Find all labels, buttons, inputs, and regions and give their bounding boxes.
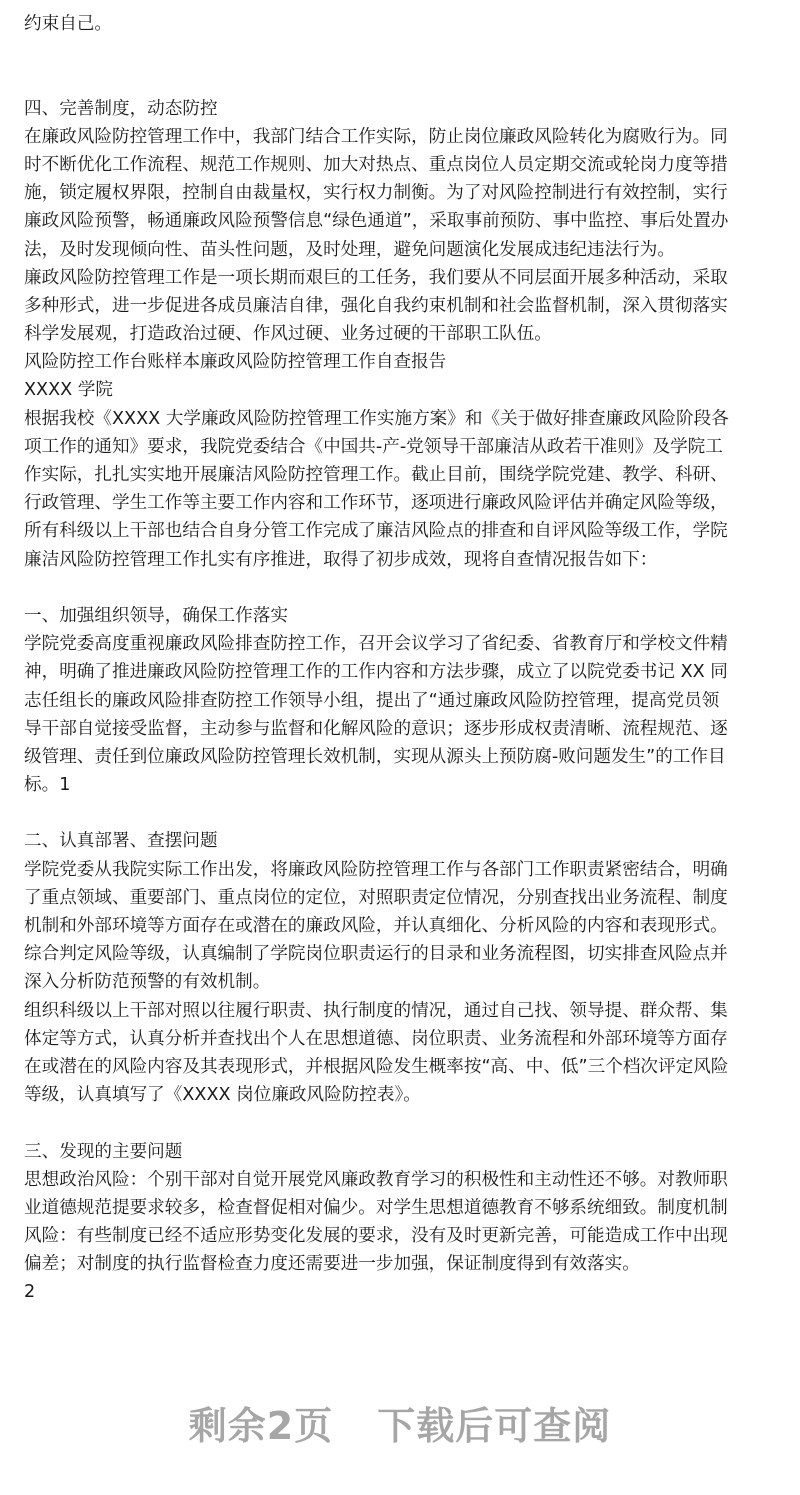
text-line: 标。1 — [24, 775, 71, 796]
text-line: 在或潜在的风险内容及其表现形式，并根据风险发生概率按“高、中、低”三个档次评定风险 — [24, 1056, 729, 1077]
blank-line — [24, 1109, 794, 1137]
download-hint-text: 下载后可查阅 — [377, 1404, 612, 1448]
text-line: 行政管理、学生工作等主要工作内容和工作环节，逐项进行廉政风险评估并确定风险等级， — [24, 493, 728, 514]
text-line: 综合判定风险等级，认真编制了学院岗位职责运行的目录和业务流程图，切实排查风险点并 — [24, 944, 728, 965]
text-line: 多种形式，进一步促进各成员廉洁自律，强化自我约束机制和社会监督机制，深入贯彻落实 — [24, 295, 728, 316]
text-line: 体定等方式，认真分析并查找出个人在思想道德、岗位职责、业务流程和外部环境等方面存 — [24, 1028, 728, 1049]
text-line: 所有科级以上干部也结合自身分管工作完成了廉洁风险点的排查和自评风险等级工作，学院 — [24, 521, 728, 542]
text-line: 时不断优化工作流程、规范工作规则、加大对热点、重点岗位人员定期交流或轮岗力度等措 — [24, 154, 728, 175]
text-line: 学院党委从我院实际工作出发，将廉政风险防控管理工作与各部门工作职责紧密结合，明确 — [24, 859, 728, 880]
text-line: 廉政风险预警，畅通廉政风险预警信息“绿色通道”，采取事前预防、事中监控、事后处置办 — [24, 211, 729, 232]
text-line: 风险防控工作台账样本廉政风险防控管理工作自查报告 — [24, 352, 447, 373]
text-line: 志任组长的廉政风险排查防控工作领导小组，提出了“通过廉政风险防控管理，提高党员领 — [24, 690, 720, 711]
text-line: 二、认真部署、查摆问题 — [24, 831, 218, 852]
text-line: 廉洁风险防控管理工作扎实有序推进，取得了初步成效，现将自查情况报告如下： — [24, 549, 658, 570]
document-body — [24, 10, 794, 1307]
blank-line — [24, 574, 794, 602]
text-line: 机制和外部环境等方面存在或潜在的廉政风险，并认真细化、分析风险的内容和表现形式。 — [24, 916, 728, 936]
text-line: 学院党委高度重视廉政风险排查防控工作，召开会议学习了省纪委、省教育厅和学校文件精 — [24, 634, 728, 655]
text-line: 四、完善制度，动态防控 — [24, 98, 218, 119]
text-line: 思想政治风险：个别干部对自觉开展党风廉政教育学习的积极性和主动性还不够。对教师职 — [24, 1169, 728, 1190]
text-line: 等级，认真填写了《XXXX 岗位廉政风险防控表》。 — [24, 1085, 421, 1106]
text-line: 三、发现的主要问题 — [24, 1141, 183, 1162]
text-line: 廉政风险防控管理工作是一项长期而艰巨的工任务，我们要从不同层面开展多种活动，采取 — [24, 267, 728, 288]
text-line: 项工作的通知》要求，我院党委结合《中国共-产-党领导干部廉洁从政若干准则》及学院工 — [24, 436, 723, 457]
text-line: 根据我校《XXXX 大学廉政风险防控管理工作实施方案》和《关于做好排查廉政风险阶段各 — [24, 408, 729, 429]
text-line: 神，明确了推进廉政风险防控管理工作的工作内容和方法步骤，成立了以院党委书记 XX 同 — [24, 662, 728, 683]
text-line: 风险：有些制度已经不适应形势变化发展的要求，没有及时更新完善，可能造成工作中出现 — [24, 1226, 728, 1247]
remaining-pages-text: 剩余2页 — [188, 1404, 334, 1448]
text-line: 业道德规范提要求较多，检查督促相对偏少。对学生思想道德教育不够系统细致。制度机制 — [24, 1197, 728, 1218]
text-line: 组织科级以上干部对照以往履行职责、执行制度的情况，通过自己找、领导提、群众帮、集 — [24, 1000, 728, 1021]
text-line: 法，及时发现倾向性、苗头性问题，及时处理，避免问题演化发展成违纪违法行为。 — [24, 239, 675, 260]
blank-line — [24, 66, 794, 94]
blank-line — [24, 799, 794, 827]
text-line: 2 — [24, 1282, 36, 1303]
text-line: XXXX 学院 — [24, 380, 113, 401]
blank-line — [24, 38, 794, 66]
text-line: 偏差；对制度的执行监督检查力度还需要进一步加强，保证制度得到有效落实。 — [24, 1254, 640, 1275]
text-line: 在廉政风险防控管理工作中，我部门结合工作实际，防止岗位廉政风险转化为腐败行为。同 — [24, 126, 728, 147]
text-line: 施，锁定履权界限，控制自由裁量权，实行权力制衡。为了对风险控制进行有效控制，实行 — [24, 183, 728, 204]
text-line: 作实际，扎扎实实地开展廉洁风险防控管理工作。截止目前，围绕学院党建、教学、科研、 — [24, 465, 728, 485]
remaining-pages-banner[interactable] — [0, 1395, 800, 1450]
text-line: 级管理、责任到位廉政风险防控管理长效机制，实现从源头上预防腐-败问题发生”的工作目 — [24, 746, 726, 767]
text-line: 导干部自觉接受监督，主动参与监督和化解风险的意识；逐步形成权责清晰、流程规范、逐 — [24, 718, 728, 739]
text-line: 科学发展观，打造政治过硬、作风过硬、业务过硬的干部职工队伍。 — [24, 324, 552, 345]
text-line: 约束自己。 — [24, 14, 112, 34]
text-line: 一、加强组织领导，确保工作落实 — [24, 605, 288, 626]
text-line: 深入分析防范预警的有效机制。 — [24, 972, 271, 993]
text-line: 了重点领域、重要部门、重点岗位的定位，对照职责定位情况，分别查找出业务流程、制度 — [24, 887, 728, 908]
